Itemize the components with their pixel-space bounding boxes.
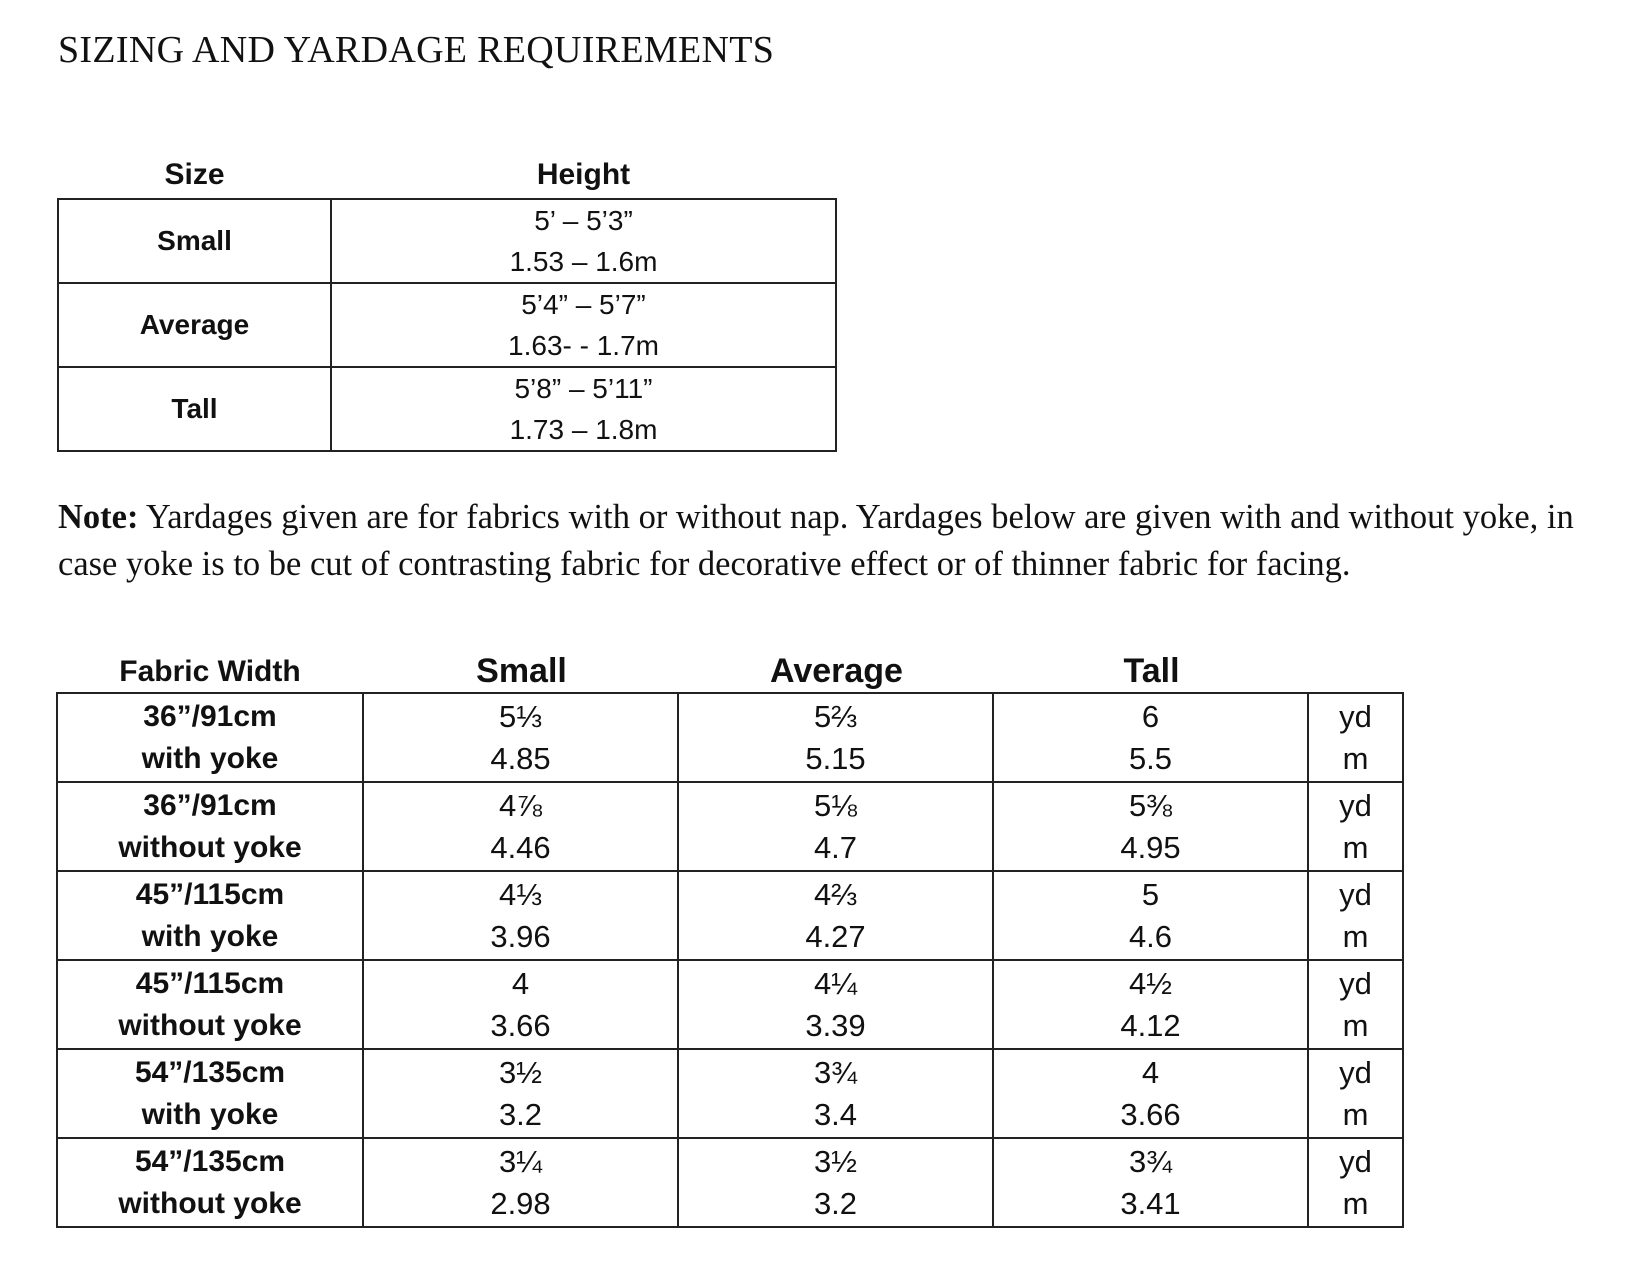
yardage-m: 4.27 bbox=[805, 918, 866, 954]
average-yardage-cell bbox=[678, 1138, 993, 1227]
table-row bbox=[57, 693, 1403, 782]
yardage-m: 3.66 bbox=[490, 1007, 551, 1043]
yardage-yd: 4⅞ bbox=[498, 787, 543, 823]
yardage-yd: 3½ bbox=[813, 1143, 858, 1179]
yardage-m: 3.4 bbox=[813, 1096, 858, 1132]
table-row bbox=[57, 782, 1403, 871]
fabric-width-cell bbox=[57, 782, 363, 871]
unit-m: m bbox=[1342, 918, 1369, 954]
average-yardage-cell bbox=[678, 782, 993, 871]
height-metric: 1.73 – 1.8m bbox=[509, 414, 658, 445]
height-imperial: 5’ – 5’3” bbox=[534, 205, 633, 236]
table-row bbox=[57, 1049, 1403, 1138]
height-column-header: Height bbox=[536, 158, 631, 191]
yardage-m: 3.66 bbox=[1120, 1096, 1181, 1132]
note-paragraph bbox=[58, 494, 1618, 588]
yardage-m: 4.85 bbox=[490, 740, 551, 776]
yardage-yd: 3¾ bbox=[813, 1054, 858, 1090]
yardage-m: 3.39 bbox=[805, 1007, 866, 1043]
tall-yardage-cell bbox=[993, 871, 1308, 960]
yardage-m: 5.5 bbox=[1128, 740, 1173, 776]
unit-cell bbox=[1308, 1138, 1403, 1227]
yardage-yd: 4 bbox=[1141, 1054, 1160, 1090]
fabric-width-cell bbox=[57, 693, 363, 782]
yardage-yd: 3¼ bbox=[498, 1143, 543, 1179]
small-yardage-cell bbox=[363, 1138, 678, 1227]
yardage-yd: 4⅔ bbox=[813, 876, 858, 912]
average-yardage-cell bbox=[678, 1049, 993, 1138]
small-yardage-cell bbox=[363, 1049, 678, 1138]
average-yardage-cell bbox=[678, 871, 993, 960]
yardage-yd: 5⅓ bbox=[498, 698, 543, 734]
unit-cell bbox=[1308, 960, 1403, 1049]
size-cell: Average bbox=[58, 283, 331, 367]
yardage-yd: 3½ bbox=[498, 1054, 543, 1090]
small-yardage-cell bbox=[363, 871, 678, 960]
size-cell: Small bbox=[58, 199, 331, 283]
tall-yardage-cell bbox=[993, 1049, 1308, 1138]
yoke-option: with yoke bbox=[141, 741, 279, 775]
yardage-yd: 6 bbox=[1141, 698, 1160, 734]
yoke-option: without yoke bbox=[118, 830, 302, 864]
yardage-table bbox=[56, 692, 1404, 1228]
unit-yd: yd bbox=[1339, 876, 1372, 912]
unit-m: m bbox=[1342, 829, 1369, 865]
fabric-width-cell bbox=[57, 871, 363, 960]
tall-column-header: Tall bbox=[1123, 652, 1180, 690]
yardage-yd: 5⅔ bbox=[813, 698, 858, 734]
yardage-m: 3.41 bbox=[1120, 1185, 1181, 1221]
yardage-m: 4.7 bbox=[813, 829, 858, 865]
yardage-m: 4.95 bbox=[1120, 829, 1181, 865]
height-imperial: 5’8” – 5’11” bbox=[514, 373, 653, 404]
fabric-width: 54”/135cm bbox=[134, 1055, 286, 1089]
table-row bbox=[57, 1138, 1403, 1227]
fabric-width-cell bbox=[57, 1049, 363, 1138]
unit-yd: yd bbox=[1339, 698, 1372, 734]
fabric-width: 45”/115cm bbox=[135, 966, 285, 1000]
yardage-m: 2.98 bbox=[490, 1185, 551, 1221]
size-height-table bbox=[57, 198, 837, 452]
tall-yardage-cell bbox=[993, 782, 1308, 871]
small-yardage-cell bbox=[363, 693, 678, 782]
average-yardage-cell bbox=[678, 960, 993, 1049]
table-row bbox=[58, 367, 836, 451]
unit-m: m bbox=[1342, 1185, 1369, 1221]
fabric-width: 45”/115cm bbox=[135, 877, 285, 911]
yoke-option: without yoke bbox=[118, 1008, 302, 1042]
fabric-width: 36”/91cm bbox=[143, 699, 277, 733]
height-imperial: 5’4” – 5’7” bbox=[521, 289, 646, 320]
average-column-header: Average bbox=[770, 652, 903, 690]
height-metric: 1.63- - 1.7m bbox=[508, 330, 659, 361]
height-cell bbox=[331, 283, 836, 367]
tall-yardage-cell bbox=[993, 693, 1308, 782]
height-metric: 1.53 – 1.6m bbox=[509, 246, 658, 277]
height-cell bbox=[331, 367, 836, 451]
table-row bbox=[57, 960, 1403, 1049]
unit-m: m bbox=[1342, 1007, 1369, 1043]
unit-cell bbox=[1308, 782, 1403, 871]
yoke-option: without yoke bbox=[118, 1186, 302, 1220]
table-row bbox=[58, 199, 836, 283]
unit-yd: yd bbox=[1339, 1143, 1372, 1179]
note-label: Note: bbox=[58, 498, 139, 536]
yardage-m: 4.12 bbox=[1120, 1007, 1181, 1043]
yardage-m: 5.15 bbox=[805, 740, 866, 776]
unit-cell bbox=[1308, 871, 1403, 960]
note-text: Yardages given are for fabrics with or without nap. Yardages below are given with and without yoke, in case yoke is to be cut of contrasting fabric for decorative effect or of thinner fabric for facing. bbox=[58, 498, 1574, 583]
tall-yardage-cell bbox=[993, 960, 1308, 1049]
yardage-yd: 4 bbox=[511, 965, 530, 1001]
fabric-width-cell bbox=[57, 1138, 363, 1227]
small-yardage-cell bbox=[363, 960, 678, 1049]
yardage-m: 3.2 bbox=[498, 1096, 543, 1132]
size-column-header: Size bbox=[164, 158, 225, 191]
yardage-yd: 5⅜ bbox=[1128, 787, 1173, 823]
unit-m: m bbox=[1342, 740, 1369, 776]
yardage-yd: 5⅛ bbox=[813, 787, 858, 823]
page-title: SIZING AND YARDAGE REQUIREMENTS bbox=[58, 29, 775, 71]
small-column-header: Small bbox=[476, 652, 567, 690]
yardage-yd: 3¾ bbox=[1128, 1143, 1173, 1179]
yoke-option: with yoke bbox=[141, 919, 279, 953]
height-cell bbox=[331, 199, 836, 283]
yardage-m: 3.96 bbox=[490, 918, 551, 954]
unit-cell bbox=[1308, 693, 1403, 782]
unit-yd: yd bbox=[1339, 1054, 1372, 1090]
fabric-width-cell bbox=[57, 960, 363, 1049]
fabric-width-column-header: Fabric Width bbox=[119, 655, 301, 688]
yardage-m: 4.6 bbox=[1128, 918, 1173, 954]
unit-yd: yd bbox=[1339, 965, 1372, 1001]
yardage-m: 3.2 bbox=[813, 1185, 858, 1221]
unit-yd: yd bbox=[1339, 787, 1372, 823]
tall-yardage-cell bbox=[993, 1138, 1308, 1227]
unit-cell bbox=[1308, 1049, 1403, 1138]
fabric-width: 54”/135cm bbox=[134, 1144, 286, 1178]
fabric-width: 36”/91cm bbox=[143, 788, 277, 822]
small-yardage-cell bbox=[363, 782, 678, 871]
yardage-yd: 4½ bbox=[1128, 965, 1173, 1001]
unit-m: m bbox=[1342, 1096, 1369, 1132]
yardage-yd: 4⅓ bbox=[498, 876, 543, 912]
size-cell: Tall bbox=[58, 367, 331, 451]
average-yardage-cell bbox=[678, 693, 993, 782]
yardage-yd: 5 bbox=[1141, 876, 1160, 912]
table-row bbox=[58, 283, 836, 367]
yoke-option: with yoke bbox=[141, 1097, 279, 1131]
table-row bbox=[57, 871, 1403, 960]
yardage-m: 4.46 bbox=[490, 829, 551, 865]
yardage-yd: 4¼ bbox=[813, 965, 858, 1001]
